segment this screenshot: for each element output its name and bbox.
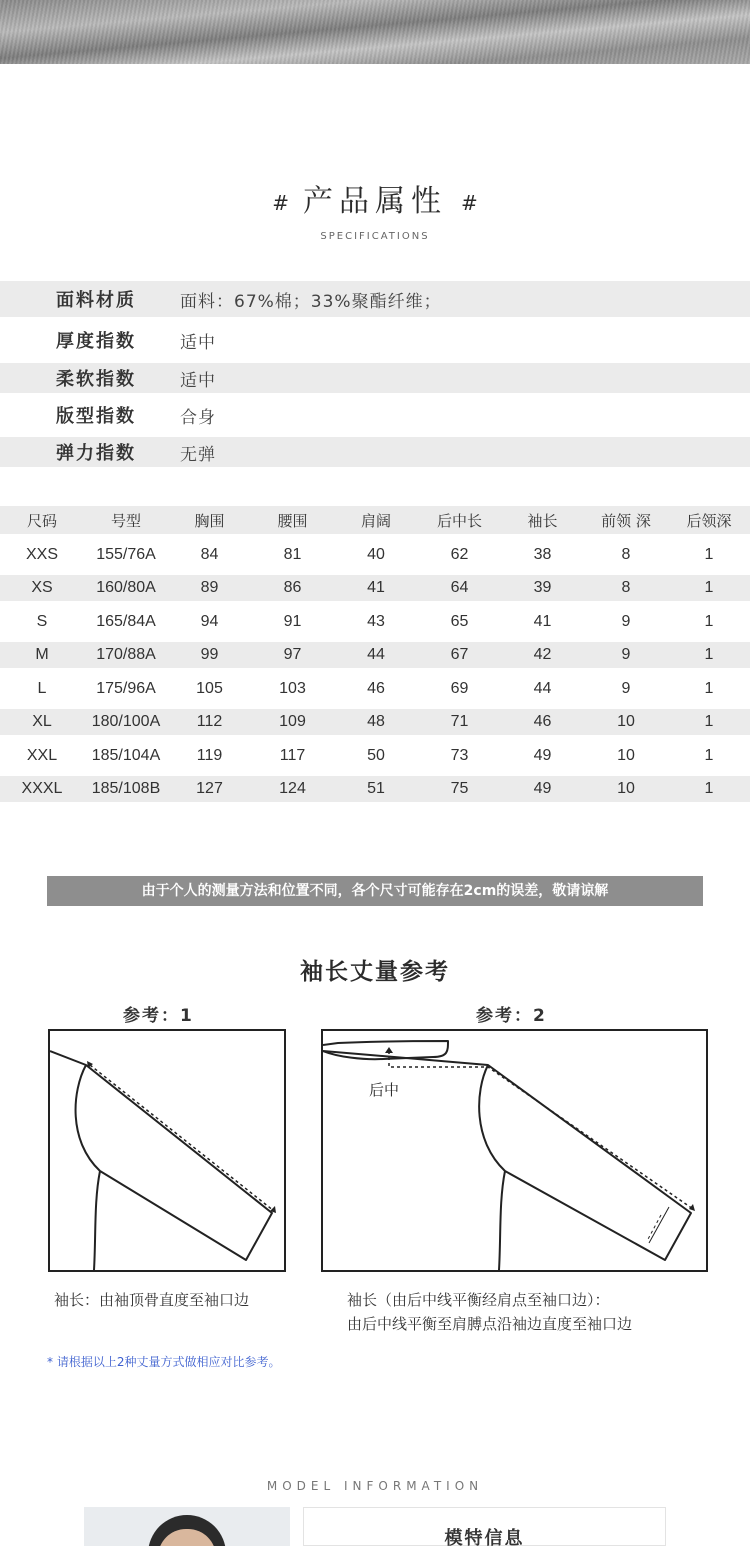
table-cell: 97 [251,642,334,668]
table-cell: 81 [283,545,302,563]
body-side-seam [499,1171,505,1270]
table-cell: L [37,679,47,697]
table-cell: 44 [334,642,418,668]
table-cell: 124 [251,776,334,802]
cuff-dashed-line [647,1215,661,1241]
table-cell: 39 [501,575,584,601]
table-cell: 160/80A [84,575,168,601]
sleeve-length-measure-line [90,1065,274,1211]
body-side-seam [94,1171,100,1270]
header-cell: 袖长 [501,506,584,534]
caption-reference-2-line-2: 由后中线平衡至肩膊点沿袖边直度至袖口边 [347,1315,633,1333]
table-cell: 43 [367,612,385,630]
table-cell: 175/96A [96,679,156,697]
table-cell: 1 [668,575,750,601]
table-cell: 71 [418,709,501,735]
comparison-note: * 请根据以上2种丈量方式做相应对比参考。 [47,1355,281,1369]
table-cell: 91 [283,612,302,630]
table-cell: S [36,612,48,630]
table-cell: 50 [367,746,385,764]
table-cell: 185/104A [91,746,161,764]
table-cell: 38 [533,545,552,563]
model-photo [84,1507,290,1546]
attribute-value: 无弹 [180,444,216,465]
table-cell: 73 [450,746,469,764]
table-cell: 46 [367,679,385,697]
attribute-row-thickness [0,322,750,358]
attribute-key: 面料材质 [56,290,136,311]
sleeve-outline [50,1051,272,1260]
sleeve-diagram-2-drawing [323,1031,706,1270]
model-info-card [303,1507,666,1546]
table-cell: 1 [704,545,714,563]
caption-reference-2-line-1: 袖长（由后中线平衡经肩点至袖口边）： [347,1291,610,1309]
table-cell: 44 [533,679,552,697]
table-cell: 41 [533,612,552,630]
table-cell: M [0,642,84,668]
attribute-key: 版型指数 [56,406,136,427]
reference-2-label: 参考：2 [476,1006,547,1026]
table-cell: 49 [501,776,584,802]
sleeve-guide-title: 袖长丈量参考 [300,959,450,985]
hash-right: # [461,190,478,215]
table-cell: 99 [168,642,251,668]
reference-1-label: 参考：1 [123,1006,194,1026]
table-cell: 1 [668,642,750,668]
attribute-key: 厚度指数 [56,331,136,352]
table-cell: 109 [251,709,334,735]
measurement-error-note: 由于个人的测量方法和位置不同，各个尺寸可能存在2cm的误差，敬请谅解 [47,876,703,906]
sleeve-diagram-1 [48,1029,286,1272]
attribute-key: 柔软指数 [56,369,136,390]
table-row [0,735,750,776]
table-row [0,642,750,668]
table-cell: 89 [168,575,251,601]
table-cell: 94 [200,612,219,630]
table-row [0,534,750,575]
table-cell: 185/108B [84,776,168,802]
table-cell: 65 [450,612,469,630]
hash-left: # [272,190,289,215]
table-cell: 1 [668,709,750,735]
header-cell: 腰围 [251,506,334,534]
sleeve-diagram-2 [321,1029,708,1272]
table-cell: 40 [367,545,385,563]
fabric-texture-image [0,0,750,64]
size-table-header [0,506,750,534]
attribute-value: 适中 [180,332,216,353]
table-cell: 67 [418,642,501,668]
table-cell: XXXL [0,776,84,802]
attribute-row-fabric [0,281,750,317]
table-row [0,776,750,802]
table-cell: 8 [621,545,631,563]
table-cell: 42 [501,642,584,668]
specifications-title [0,176,750,220]
arrow-start [385,1047,393,1053]
table-cell: 64 [418,575,501,601]
table-cell: 10 [617,746,635,764]
table-cell: 46 [501,709,584,735]
specifications-subtitle: SPECIFICATIONS [320,231,430,242]
table-cell: 155/76A [96,545,156,563]
table-cell: XL [0,709,84,735]
table-row [0,709,750,735]
cuff-seam [649,1207,669,1243]
table-cell: 62 [450,545,469,563]
table-cell: 48 [334,709,418,735]
table-cell: 180/100A [84,709,168,735]
table-cell: XXL [26,746,58,764]
table-cell: 41 [334,575,418,601]
table-row [0,575,750,601]
model-information-heading: MODEL INFORMATION [266,1479,484,1493]
table-cell: 1 [704,746,714,764]
table-cell: 112 [168,709,251,735]
table-cell: 9 [621,612,631,630]
header-cell: 后领深 [668,506,750,534]
table-row [0,601,750,642]
table-cell: 9 [621,679,631,697]
sleeve-length-measure-line [389,1051,693,1209]
size-table [0,506,750,802]
table-cell: 103 [279,679,306,697]
attribute-key: 弹力指数 [56,443,136,464]
attribute-value: 合身 [180,407,216,428]
table-cell: XS [0,575,84,601]
armhole-seam [479,1065,505,1171]
table-cell: 170/88A [84,642,168,668]
header-cell: 前领 深 [584,506,668,534]
header-cell: 号型 [84,506,168,534]
attribute-row-softness [0,363,750,393]
caption-reference-1: 袖长：由袖顶骨直度至袖口边 [54,1291,250,1309]
attribute-row-elasticity [0,437,750,467]
table-cell: 86 [251,575,334,601]
table-row [0,668,750,709]
table-cell: 51 [334,776,418,802]
table-cell: 75 [418,776,501,802]
attribute-value: 适中 [180,370,216,391]
table-cell: 84 [200,545,219,563]
table-cell: 10 [584,776,668,802]
table-cell: 49 [533,746,552,764]
table-cell: 1 [668,776,750,802]
table-cell: 69 [450,679,469,697]
table-cell: 119 [196,746,223,764]
table-cell: 1 [704,679,714,697]
attribute-row-fit [0,398,750,432]
header-cell: 肩阔 [334,506,418,534]
back-center-label: 后中 [369,1081,400,1099]
table-cell: 10 [584,709,668,735]
table-cell: 1 [704,612,714,630]
table-cell: 117 [279,746,306,764]
table-cell: XXS [25,545,58,563]
table-cell: 165/84A [96,612,156,630]
header-cell: 尺码 [0,506,84,534]
armhole-seam [76,1065,100,1171]
specifications-title-text: 产品属性 [303,184,447,219]
sleeve-diagram-1-drawing [50,1031,284,1270]
table-cell: 127 [168,776,251,802]
attribute-value: 面料：67%棉；33%聚酯纤维； [180,291,442,312]
model-info-card-title: 模特信息 [444,1528,525,1546]
header-cell: 后中长 [418,506,501,534]
table-cell: 8 [584,575,668,601]
table-cell: 105 [196,679,223,697]
table-cell: 9 [584,642,668,668]
header-cell: 胸围 [168,506,251,534]
